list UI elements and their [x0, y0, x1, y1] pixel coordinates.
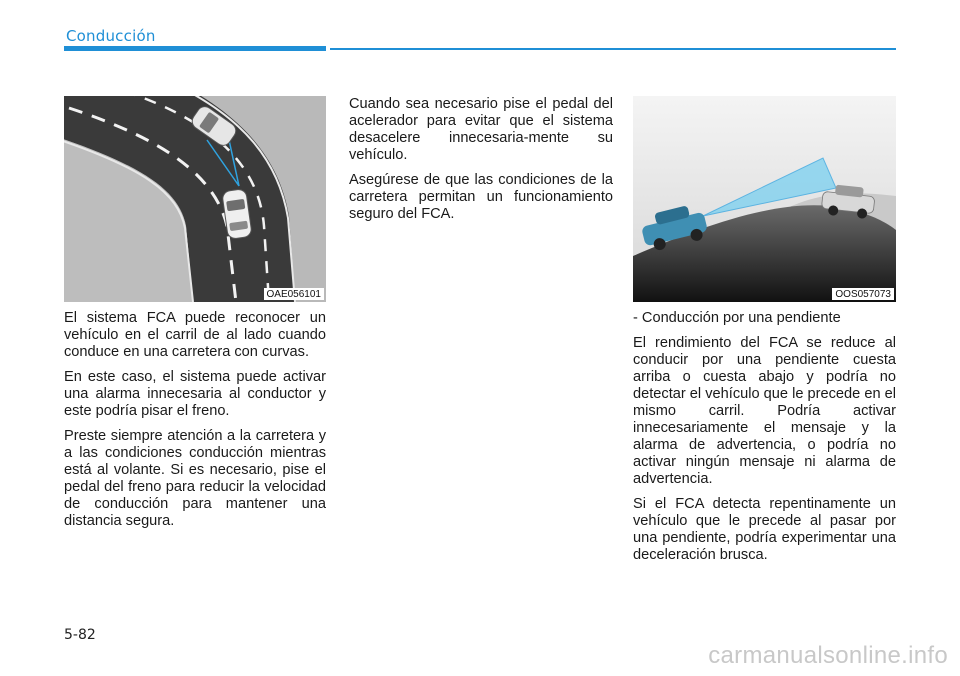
curved-road-drawing [64, 96, 326, 302]
paragraph: Cuando sea necesario pise el pedal del acelerador para evitar que el sistema desacelere innecesaria-mente su vehículo. [349, 96, 613, 163]
paragraph: Preste siempre atención a la carretera y a las condiciones conducción mientras está al volante. Si es necesario, pise el pedal del freno para reducir la velocidad de conducción para mantener una distancia segura. [64, 428, 326, 529]
section-title: Conducción [66, 27, 156, 45]
text-column-right [633, 310, 896, 572]
header-rule-thick [64, 46, 326, 51]
watermark: carmanualsonline.info [708, 642, 948, 669]
slope-road-illustration [633, 96, 896, 302]
paragraph: El rendimiento del FCA se reduce al conducir por una pendiente cuesta arriba o cuesta abajo y podría no detectar el vehículo que le precede en el mismo carril. Podría activar innecesariamente el mensaje y la alarma de advertencia, o podría no activar ningún mensaje ni alarma de advertencia. [633, 335, 896, 487]
paragraph: Asegúrese de que las condiciones de la carretera permitan un funcionamiento seguro del FCA. [349, 172, 613, 222]
figure-code: OAE056101 [264, 288, 325, 300]
page-number: 5-82 [64, 627, 96, 643]
subheading: - Conducción por una pendiente [633, 310, 841, 326]
paragraph: En este caso, el sistema puede activar una alarma innecesaria al conductor y este podría pisar el freno. [64, 369, 326, 419]
curved-road-illustration [64, 96, 326, 302]
figure-code: OOS057073 [832, 288, 894, 300]
paragraph: El sistema FCA puede reconocer un vehículo en el carril de al lado cuando conduce en una carretera con curvas. [64, 310, 326, 360]
text-column-left [64, 310, 326, 538]
paragraph: Si el FCA detecta repentinamente un vehículo que le precede al pasar por una pendiente, podría experimentar una deceleración brusca. [633, 496, 896, 563]
slope-road-drawing [633, 96, 896, 302]
header-rule-thin [330, 48, 896, 50]
text-column-middle [349, 96, 613, 231]
